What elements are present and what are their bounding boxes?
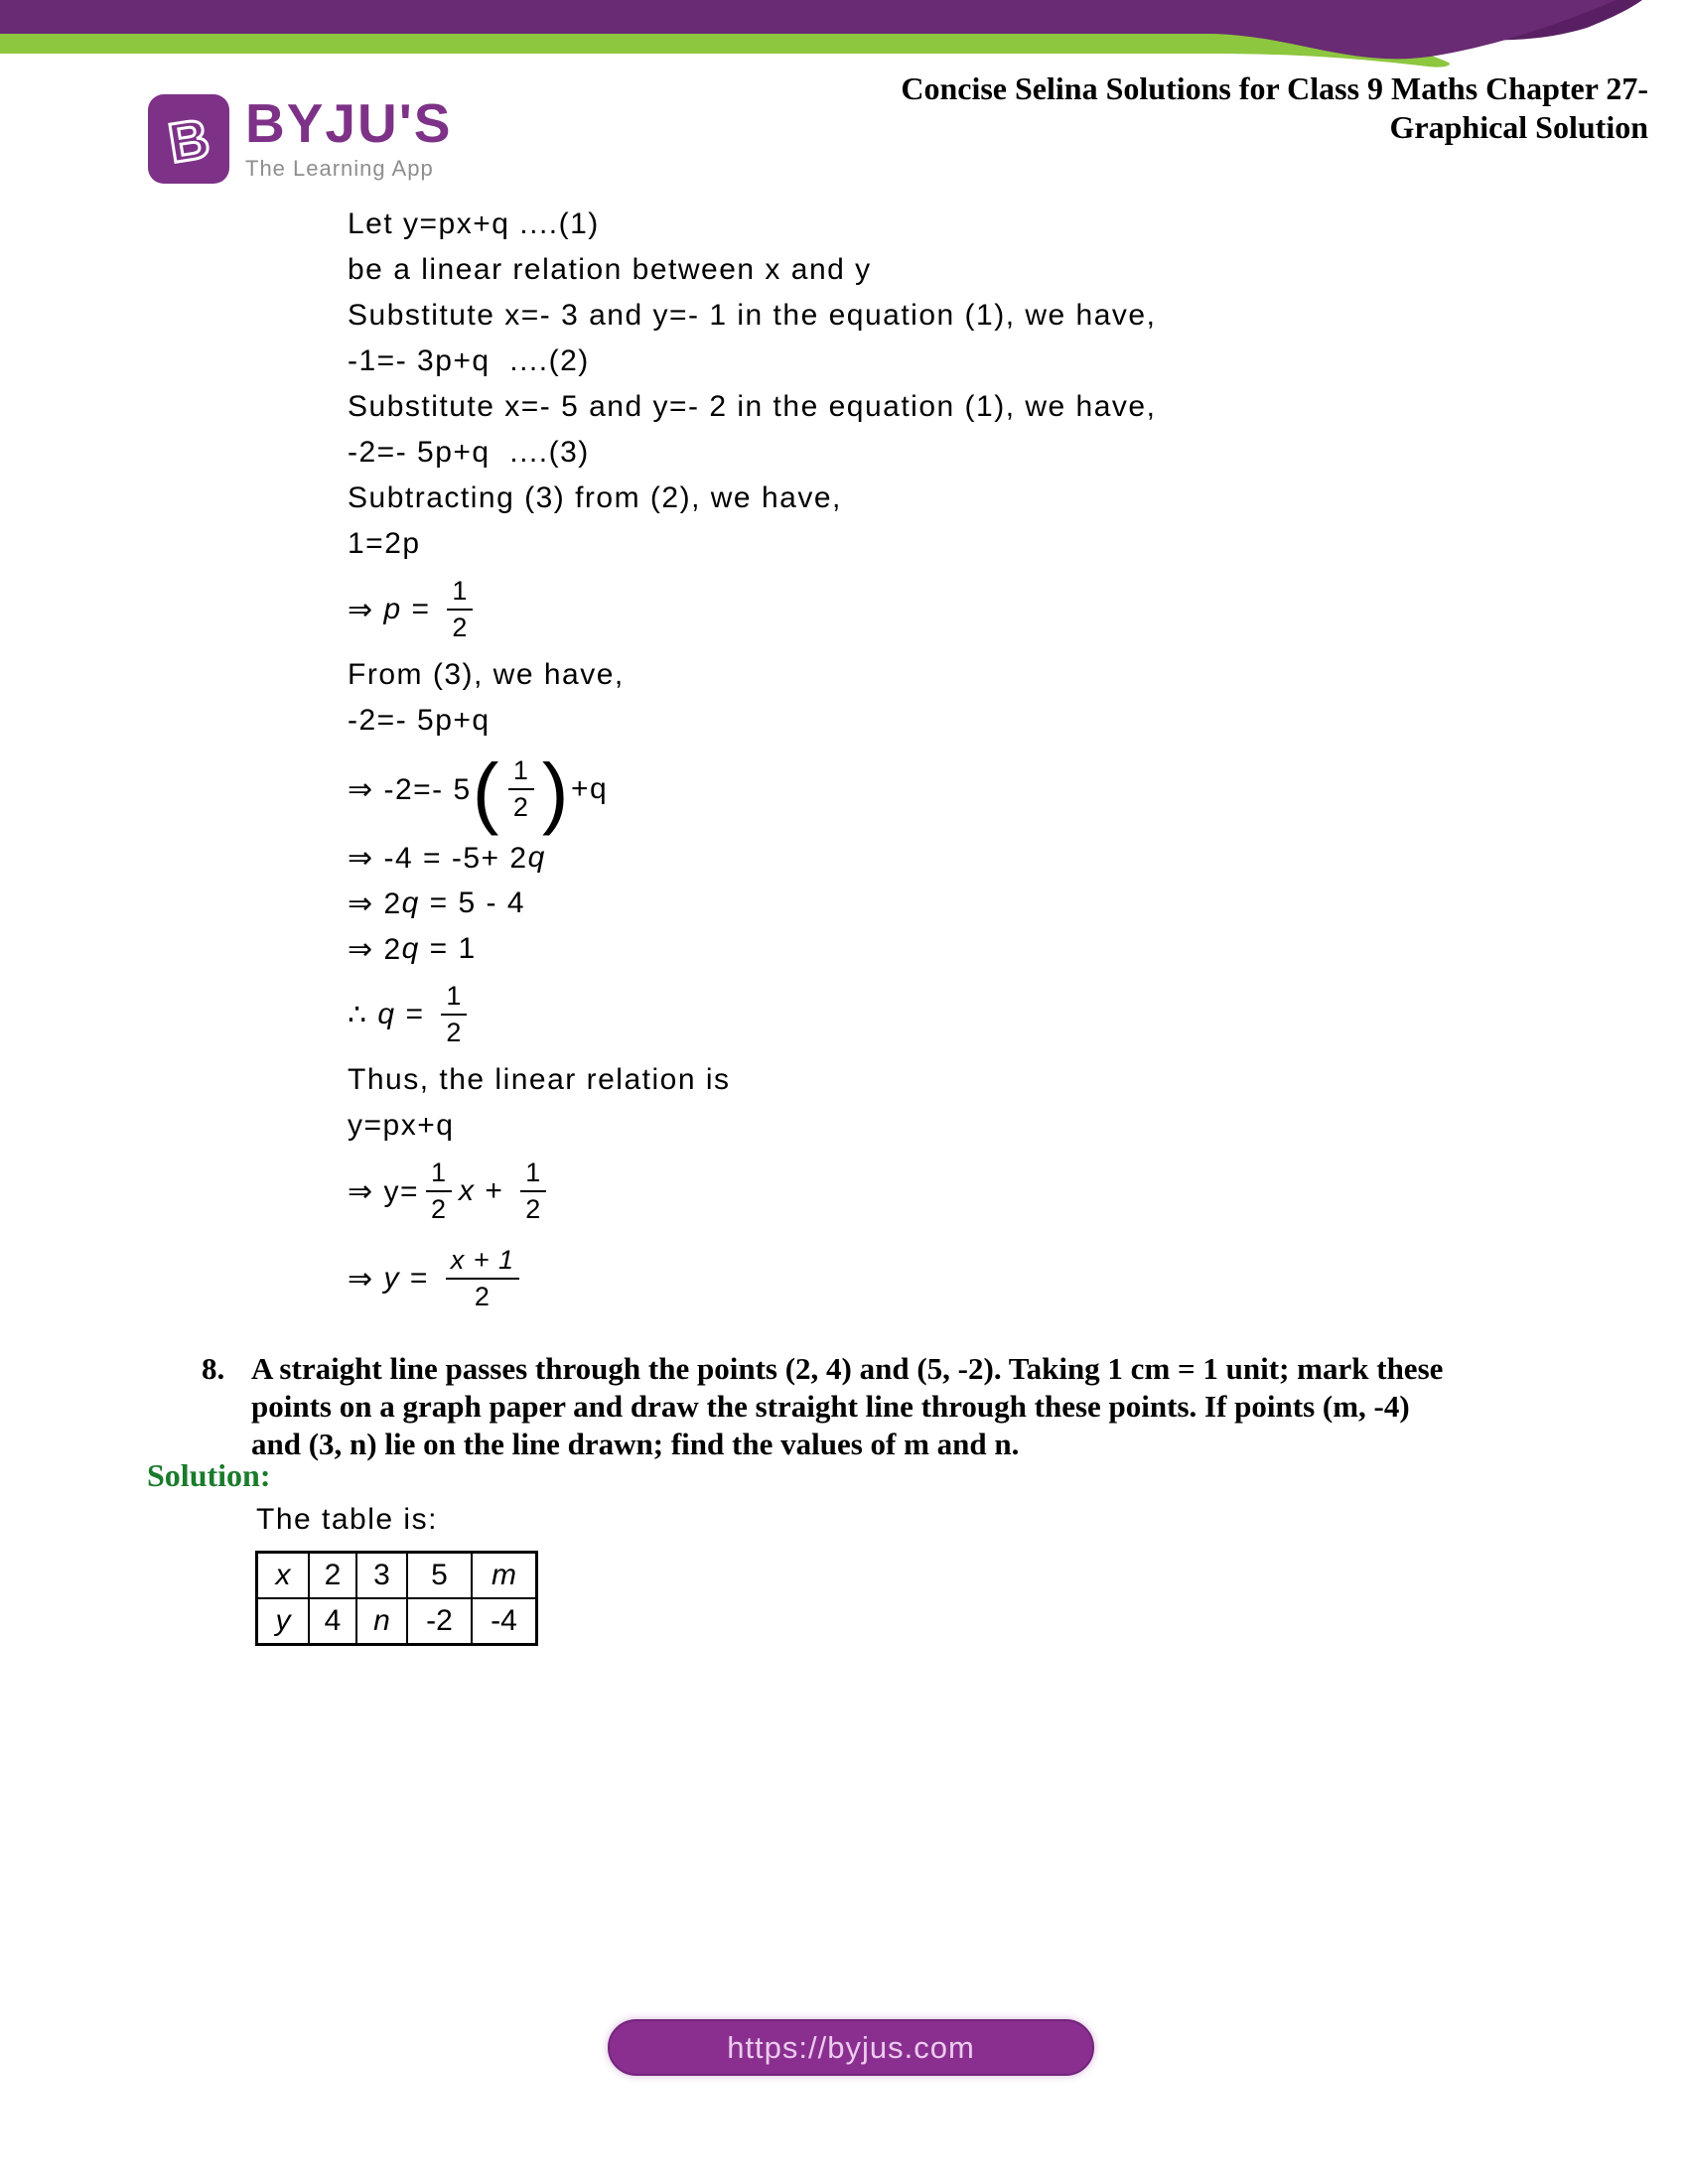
table-row (257, 1553, 537, 1599)
math-line (348, 384, 1156, 430)
math-text: = (399, 1262, 439, 1295)
table-cell: -4 (472, 1598, 537, 1645)
math-text: y=px+q (348, 1109, 455, 1142)
svg-text:B: B (164, 106, 214, 175)
math-line (348, 202, 1156, 247)
page-title (901, 69, 1648, 147)
math-text: ∴ (348, 998, 378, 1031)
math-text: q (401, 932, 420, 965)
table-cell: n (356, 1598, 407, 1645)
math-line (348, 835, 1156, 881)
fraction: $\frac{1}{2}$ (520, 1158, 546, 1225)
math-text: -2=- 5p+q ....(3) (348, 436, 590, 469)
math-text: ⇒ 2 (348, 887, 402, 920)
math-text: ⇒ (348, 1262, 384, 1296)
math-text: Let y=px+q ....(1) (348, 207, 600, 240)
math-line (348, 1103, 1156, 1149)
banner-green-band (0, 34, 1450, 68)
page-title-line1: Concise Selina Solutions for Class 9 Maths Chapter 27- (901, 70, 1648, 106)
fraction: $\frac{1}{2}$ (508, 755, 534, 823)
byjus-tagline: The Learning App (245, 156, 434, 181)
math-text: ⇒ y= (348, 1174, 419, 1208)
math-text: + (475, 1174, 514, 1207)
math-line (348, 476, 1156, 521)
math-text: q (401, 887, 420, 919)
question-text (251, 1350, 1443, 1463)
math-text: From (3), we have, (348, 658, 625, 691)
byjus-brand-name: BYJU'S (245, 92, 453, 154)
table-cell: y (257, 1598, 310, 1645)
math-line (348, 1149, 1156, 1234)
byjus-logo-text (245, 93, 452, 182)
footer-url-link[interactable]: https://byjus.com (727, 2029, 975, 2065)
byjus-logo-icon (147, 93, 230, 190)
table-intro-text: The table is: (256, 1503, 438, 1536)
math-text: -2=- 5p+q (348, 704, 491, 737)
math-text: ⇒ 2 (348, 932, 402, 966)
math-text: ⇒ -2=- 5 (348, 772, 472, 806)
math-line (348, 521, 1156, 567)
math-line (348, 567, 1156, 652)
table-cell: m (472, 1553, 537, 1599)
table-cell: x (257, 1553, 310, 1599)
math-text: ⇒ (348, 593, 384, 626)
math-text: be a linear relation between x and y (348, 253, 872, 286)
math-line (348, 293, 1156, 339)
math-text: = (401, 593, 441, 625)
math-line (348, 698, 1156, 744)
xy-values-table (255, 1551, 538, 1646)
math-line (348, 1234, 1156, 1323)
page-title-line2: Graphical Solution (1389, 109, 1648, 145)
math-text: Subtracting (3) from (2), we have, (348, 481, 842, 514)
table-cell: 5 (407, 1553, 472, 1599)
table-cell: 2 (309, 1553, 356, 1599)
math-text: q (527, 841, 546, 874)
question-text-line: points on a graph paper and draw the straight line through these points. If points (m, -4) (251, 1389, 1410, 1424)
math-text: Substitute x=- 5 and y=- 2 in the equation (1), we have, (348, 390, 1157, 423)
math-line (348, 881, 1156, 926)
fraction: $\frac{1}{2}$ (441, 981, 467, 1048)
table-cell: 3 (356, 1553, 407, 1599)
math-line (348, 339, 1156, 384)
solution-label: Solution: (147, 1457, 271, 1493)
fraction: $\frac{x + 1}{2}$ (446, 1245, 519, 1312)
math-text: y (383, 1262, 400, 1295)
table-row (257, 1598, 537, 1645)
math-line (348, 972, 1156, 1057)
math-line: ⇒ -2=- 5 ( $\frac{1}{2}$ ) +q (348, 748, 609, 836)
math-line (348, 430, 1156, 476)
fraction: $\frac{1}{2}$ (447, 576, 473, 643)
math-text: p (383, 593, 402, 625)
question-8 (202, 1350, 1443, 1463)
byjus-logo (147, 93, 452, 190)
math-line (348, 926, 1156, 972)
math-text: -1=- 3p+q ....(2) (348, 344, 590, 377)
math-line (348, 247, 1156, 293)
question-number: 8. (202, 1351, 225, 1386)
math-text: ⇒ -4 = -5+ 2 (348, 841, 528, 875)
question-text-line: A straight line passes through the points (2, 4) and (5, -2). Taking 1 cm = 1 unit; mark these (251, 1351, 1444, 1386)
math-text: +q (571, 772, 609, 805)
solution-working-block (348, 202, 1156, 1323)
math-text: 1=2p (348, 527, 421, 560)
table-cell: -2 (407, 1598, 472, 1645)
fraction: $\frac{1}{2}$ (426, 1158, 452, 1225)
math-text: q (377, 998, 396, 1030)
math-text: = 1 (419, 932, 477, 965)
table-cell: 4 (309, 1598, 356, 1645)
math-line (348, 1057, 1156, 1103)
footer-url-pill[interactable] (608, 2019, 1094, 2076)
math-text: x (459, 1174, 476, 1207)
math-line (348, 652, 1156, 698)
math-text: = 5 - 4 (419, 887, 526, 919)
math-text: = (395, 998, 435, 1030)
math-text: Substitute x=- 3 and y=- 1 in the equation (1), we have, (348, 299, 1157, 332)
math-text: Thus, the linear relation is (348, 1063, 731, 1096)
question-text-line: and (3, n) lie on the line drawn; find the values of m and n. (251, 1427, 1020, 1461)
